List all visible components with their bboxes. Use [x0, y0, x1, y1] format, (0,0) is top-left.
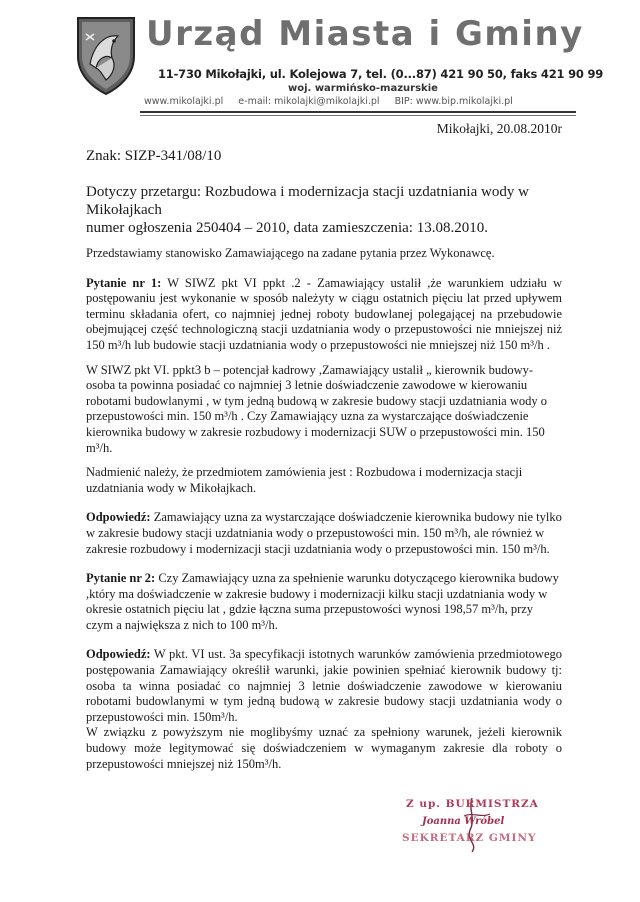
stamp-authority-line: Z up. BURMISTRZA: [406, 798, 539, 810]
email-text: e-mail: mikolajki@mikolajki.pl: [238, 96, 380, 107]
answer-1-paragraph: [86, 510, 562, 557]
question-2-text: Czy Zamawiający uzna za spełnienie warunku dotyczącego kierownika budowy ,który ma doświadczenie w zakresie budowy i modernizacji kilku stacji uzdatniania wody w okresie ostatnich pięciu lat , gdzie łączna suma przepustowości wynosi 198,57 m³/h, przy czym a największa z nich to 100 m³/h.: [86, 571, 559, 632]
organization-address: 11-730 Mikołajki, ul. Kolejowa 7, tel. (0...87) 421 90 50, faks 421 90 99: [158, 67, 604, 81]
subject-block: [86, 183, 566, 237]
answer-1-label: Odpowiedź:: [86, 510, 151, 525]
reference-number: Znak: SIZP-341/08/10: [86, 148, 222, 164]
answer-2-paragraph-2: W związku z powyższym nie moglibyśmy uznać za spełniony warunek, jeżeli kierownik budowy może legitymować się doświadczeniem w wymaganym zakresie dla roboty o przepustowości mniejszej niż 150m³/h.: [86, 725, 562, 771]
website-text: www.mikolajki.pl: [144, 96, 224, 107]
bip-text: BIP: www.bip.mikolajki.pl: [394, 96, 513, 107]
subject-title: Dotyczy przetargu: Rozbudowa i modernizacja stacji uzdatniania wody w Mikołajkach: [86, 184, 529, 218]
question-1-paragraph-3: Nadmienić należy, że przedmiotem zamówienia jest : Rozbudowa i modernizacja stacji uzdatniania wody w Mikołajkach.: [86, 465, 523, 495]
answer-2-label: Odpowiedź:: [86, 647, 151, 662]
question-1-label: Pytanie nr 1:: [86, 275, 162, 290]
document-date: Mikołajki, 20.08.2010r: [436, 121, 562, 136]
stamp-title-line: SEKRETARZ GMINY: [402, 832, 537, 844]
letter-body: [86, 246, 562, 781]
organization-region: woj. warmińsko-mazurskie: [288, 83, 438, 94]
answer-1-text: Zamawiający uzna za wystarczające doświadczenie kierownika budowy nie tylko w zakresie budowy stacji uzdatniania wody o przepustowości min. 150 m³/h, ale również w zakresie rozbudowy i modernizacji stacji uzdatniania wody o przepustowości min. 150 m³/h.: [86, 510, 562, 556]
organization-name: Urząd Miasta i Gminy: [146, 14, 584, 54]
question-2-paragraph: [86, 571, 562, 633]
official-stamp: [402, 796, 552, 856]
answer-2-paragraph: [86, 647, 562, 725]
contact-line: [144, 96, 574, 107]
answer-2-text: W pkt. VI ust. 3a specyfikacji istotnych warunków zamówienia przedmiotowego postępowania Zamawiający określił warunki, jakie powinien spełniać kierownik budowy tj: osoba ta winna posiadać co najmniej 3 letnie doświadczenie zawodowe w kierowaniu robotami budowlanymi w tym jedną budową w zakresie budowy stacji uzdatniania wody o przepustowości min. 150m³/h.: [86, 647, 562, 724]
subject-notice: numer ogłoszenia 250404 – 2010, data zamieszczenia: 13.08.2010.: [86, 220, 488, 236]
header-divider: [140, 111, 576, 113]
question-1-paragraph-2: W SIWZ pkt VI. ppkt3 b – potencjał kadrowy ,Zamawiający ustalił „ kierownik budowy-osoba ta powinna posiadać co najmniej 3 letnie doświadczenie zawodowe w kierowaniu robotami budowlanymi , w tym jedną budową w zakresie budowy stacji uzdatniania wody o przepustowości min. 150 m³/h . Czy Zamawiający uzna za wystarczające doświadczenie kierownika budowy w zakresie rozbudowy i modernizacji SUW o przepustowości min. 150 m³/h.: [86, 362, 548, 455]
header-divider-thin: [140, 115, 576, 116]
coat-of-arms-fish-icon: [72, 14, 140, 96]
stamp-signature-name: Joanna Wróbel: [422, 816, 505, 827]
question-2-label: Pytanie nr 2:: [86, 571, 156, 586]
question-1-paragraph: [86, 276, 562, 354]
question-1-text: W SIWZ pkt VI ppkt .2 - Zamawiający ustalił ,że warunkiem udziału w postępowaniu jest wykonanie w sposób należyty w ciągu ostatnich pięciu lat przed upływem terminu składania ofert, co najmniej jednej roboty budowlanej polegającej na przebudowie obejmującej część technologiczną stacji uzdatniania wody o przepustowości nie mniejszej niż 150 m³/h lub budowie stacji uzdatniania wody o przepustowości nie mniejszej niż 150 m³/h .: [86, 275, 562, 352]
intro-paragraph: Przedstawiamy stanowisko Zamawiającego na zadane pytania przez Wykonawcę.: [86, 246, 495, 260]
